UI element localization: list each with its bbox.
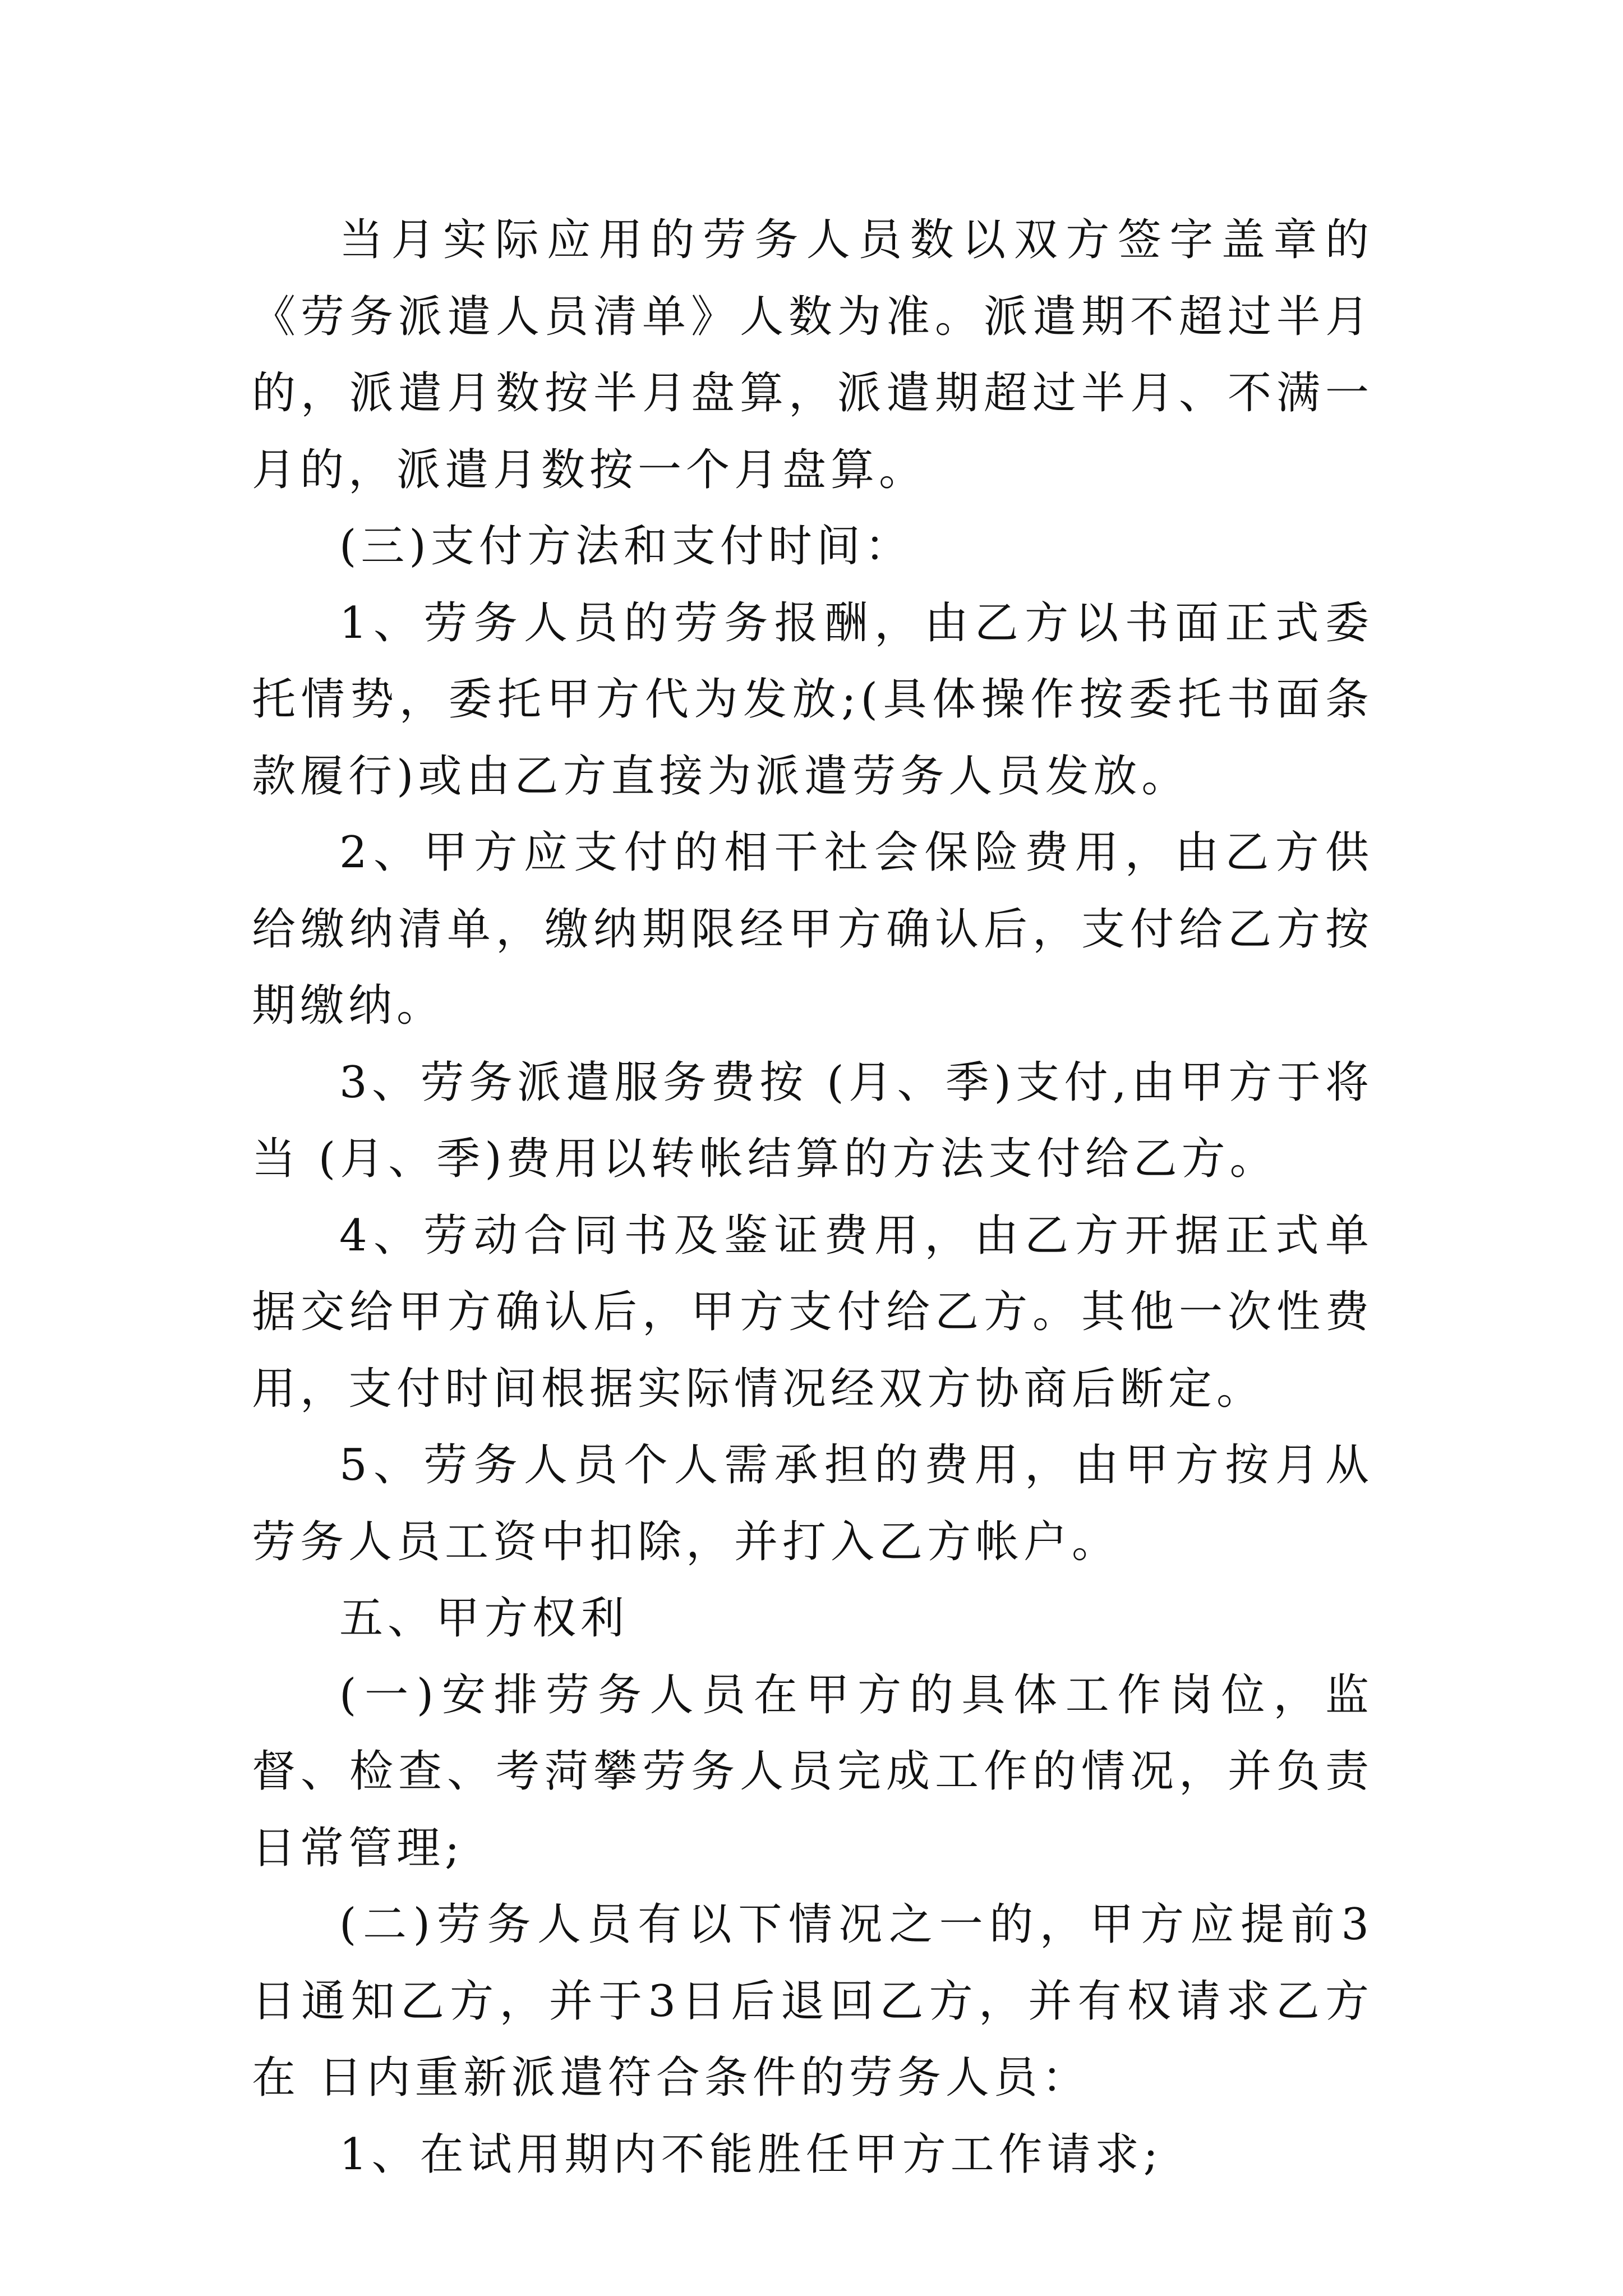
paragraph-payment-1: 1、劳务人员的劳务报酬，由乙方以书面正式委托情势，委托甲方代为发放;(具体操作按委托书面条款履行)或由乙方直接为派遣劳务人员发放。 xyxy=(252,597,1373,802)
paragraph-rights-2-item-1: 1、在试用期内不能胜任甲方工作请求; xyxy=(339,2129,1163,2180)
heading-party-a-rights: 五、甲方权利 xyxy=(339,1593,629,1644)
heading-payment-method: (三)支付方法和支付时间： xyxy=(339,521,913,572)
paragraph-dispatch-count: 当月实际应用的劳务人员数以双方签字盖章的《劳务派遣人员清单》人数为准。派遣期不超过半月的，派遣月数按半月盘算，派遣期超过半月、不满一月的，派遣月数按一个月盘算。 xyxy=(252,215,1373,495)
paragraph-rights-1: (一)安排劳务人员在甲方的具体工作岗位，监督、检查、考菏攀劳务人员完成工作的情况，并负责日常管理; xyxy=(252,1669,1373,1874)
paragraph-payment-4: 4、劳动合同书及鉴证费用，由乙方开据正式单据交给甲方确认后，甲方支付给乙方。其他一次性费用，支付时间根据实际情况经双方协商后断定。 xyxy=(252,1210,1373,1414)
document-body xyxy=(252,202,1373,2193)
paragraph-payment-3: 3、劳务派遣服务费按 (月、季)支付,由甲方于将当 (月、季)费用以转帐结算的方法支付给乙方。 xyxy=(252,1057,1373,1184)
paragraph-payment-5: 5、劳务人员个人需承担的费用，由甲方按月从劳务人员工资中扣除，并打入乙方帐户。 xyxy=(252,1440,1373,1567)
paragraph-rights-2: (二)劳务人员有以下情况之一的，甲方应提前3日通知乙方，并于3日后退回乙方，并有权请求乙方在 日内重新派遣符合条件的劳务人员： xyxy=(252,1899,1373,2103)
paragraph-payment-2: 2、甲方应支付的相干社会保险费用，由乙方供给缴纳清单，缴纳期限经甲方确认后，支付给乙方按期缴纳。 xyxy=(252,827,1373,1031)
